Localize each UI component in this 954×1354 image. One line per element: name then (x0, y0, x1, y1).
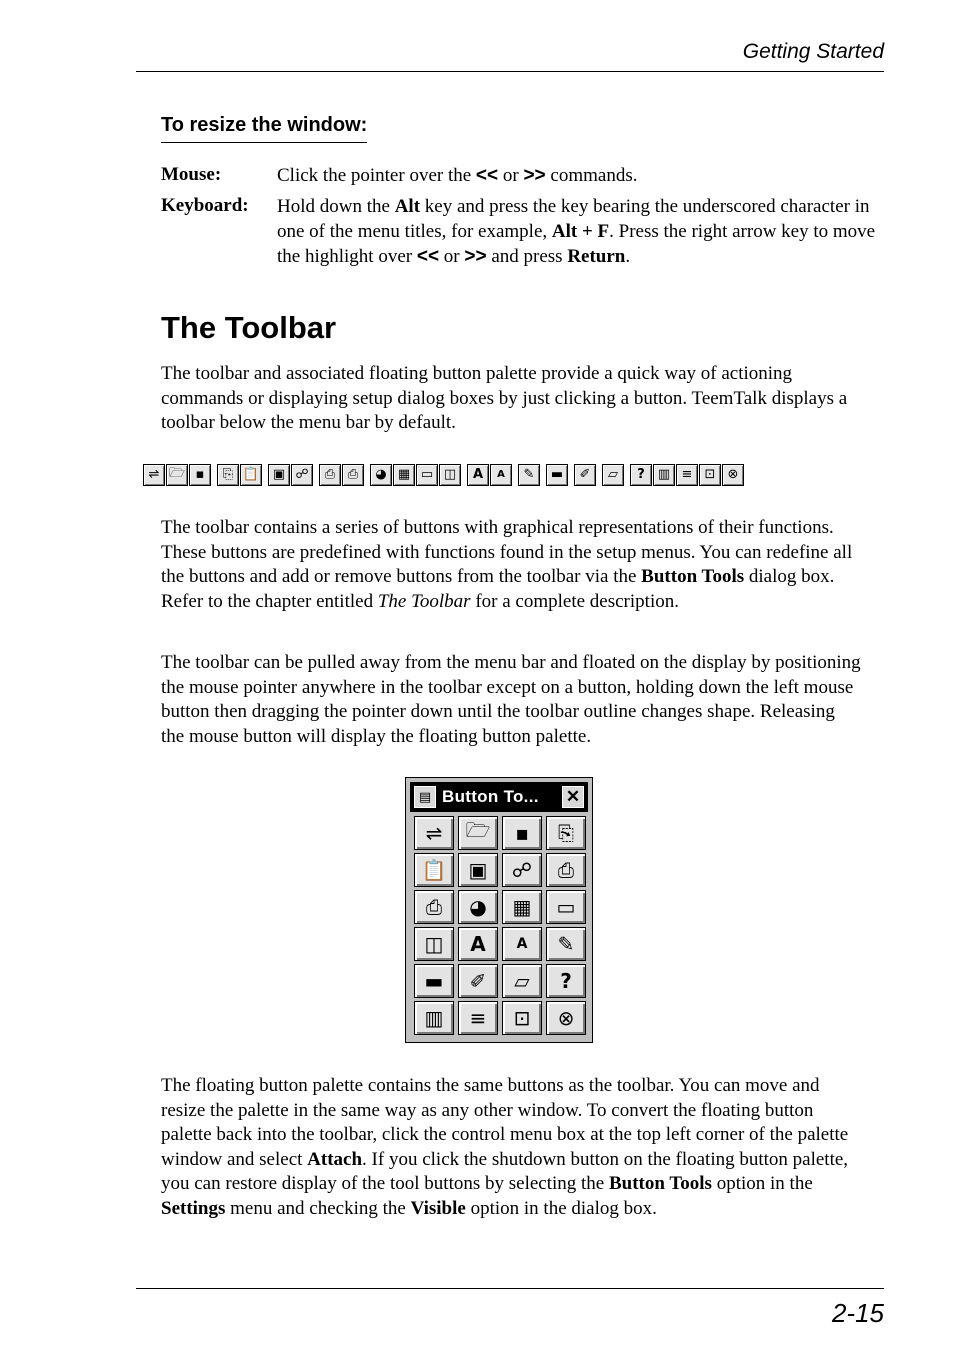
font-large-icon: A (467, 464, 489, 486)
palette-title-bar (410, 782, 588, 812)
palette-icon: ◕ (370, 464, 392, 486)
keyboard-label: Keyboard: (161, 195, 249, 216)
help-icon: ? (630, 464, 652, 486)
footer-rule (136, 1288, 884, 1289)
network-icon: ☍ (291, 464, 313, 486)
mouse-icon: ◫ (439, 464, 461, 486)
mouse-icon[interactable]: ◫ (414, 927, 454, 961)
grid-icon[interactable]: ▦ (502, 890, 542, 924)
pen-icon[interactable]: ✐ (458, 964, 498, 998)
terminal-icon: ▣ (268, 464, 290, 486)
button-palette-window (405, 777, 593, 1043)
paste-icon: 📋 (240, 464, 262, 486)
open-icon[interactable]: 🗁 (458, 816, 498, 850)
copy-icon[interactable]: ⎘ (546, 816, 586, 850)
network-icon[interactable]: ☍ (502, 853, 542, 887)
palette-icon[interactable]: ◕ (458, 890, 498, 924)
floating-paragraph: The toolbar can be pulled away from the menu bar and floated on the display by positioning the mouse pointer anywhere in the toolbar except on a button, holding down the left mouse button then dragging the pointer down until the toolbar outline changes shape. Releasing the mouse button will display the floating button palette. (161, 652, 861, 747)
edit-lines-icon[interactable]: ≡ (458, 1001, 498, 1035)
folder-icon: ▬ (546, 464, 568, 486)
close-icon[interactable]: ✕ (562, 786, 584, 808)
palette-paragraph: The floating button palette contains the same buttons as the toolbar. You can move and resize the palette in the same way as any other window. To convert the floating button palette back into the toolbar, click the control menu box at the top left corner of the palette window and select Attach. If you click the shutdown button on the floating button palette, you can restore display of the tool buttons by selecting the Button Tools option in the Settings menu and checking the Visible option in the dialog box. (161, 1075, 849, 1219)
terminal-icon[interactable]: ▣ (458, 853, 498, 887)
keyboard-description: Hold down the Alt key and press the key bearing the underscored character in one of the menu titles, for example, Alt + F. Press the right arrow key to move the highlight over << or >> and press Return. (277, 196, 876, 267)
chart-icon[interactable]: ▥ (414, 1001, 454, 1035)
print-setup-icon: ⎙ (319, 464, 341, 486)
folder-icon[interactable]: ▬ (414, 964, 454, 998)
chapter-title: The Toolbar (161, 310, 337, 345)
scan-icon[interactable]: ⊡ (502, 1001, 542, 1035)
copy-icon: ⎘ (217, 464, 239, 486)
open-icon: 🗁 (166, 464, 188, 486)
toolbar-paragraph: The toolbar contains a series of buttons with graphical representations of their functions. These buttons are predefined with functions found in the setup menus. You can redefine all the buttons and add or remove buttons from the toolbar via the Button Tools dialog box. Refer to the chapter entitled The Toolbar for a complete description. (161, 517, 853, 612)
section-heading: To resize the window: (161, 114, 367, 143)
font-small-icon[interactable]: A (502, 927, 542, 961)
edit-lines-icon: ≡ (676, 464, 698, 486)
connect-icon: ⇌ (143, 464, 165, 486)
palette-button-grid (414, 816, 586, 1035)
zoom-icon[interactable]: ⊗ (546, 1001, 586, 1035)
running-header: Getting Started (742, 40, 884, 63)
help-icon[interactable]: ? (546, 964, 586, 998)
mouse-description: Click the pointer over the << or >> commands. (277, 165, 638, 186)
eraser-icon: ▱ (602, 464, 624, 486)
save-icon[interactable]: ▪ (502, 816, 542, 850)
chart-icon: ▥ (653, 464, 675, 486)
mouse-label: Mouse: (161, 164, 222, 185)
font-large-icon[interactable]: A (458, 927, 498, 961)
control-menu-icon[interactable]: ▤ (414, 786, 436, 808)
eraser-icon[interactable]: ▱ (502, 964, 542, 998)
print-setup-icon[interactable]: ⎙ (546, 853, 586, 887)
palette-title: Button To... (442, 787, 539, 806)
save-icon: ▪ (189, 464, 211, 486)
grid-icon: ▦ (393, 464, 415, 486)
window-icon: ▭ (416, 464, 438, 486)
font-small-icon: A (490, 464, 512, 486)
draw-icon: ✎ (518, 464, 540, 486)
page-number: 2-15 (831, 1298, 884, 1328)
connect-icon[interactable]: ⇌ (414, 816, 454, 850)
print-icon[interactable]: ⎙ (414, 890, 454, 924)
header-rule (136, 71, 884, 72)
scan-icon: ⊡ (699, 464, 721, 486)
pen-icon: ✐ (574, 464, 596, 486)
intro-paragraph: The toolbar and associated floating button palette provide a quick way of actioning commands or displaying setup dialog boxes by just clicking a button. TeemTalk displays a toolbar below the menu bar by default. (161, 363, 848, 434)
zoom-icon: ⊗ (722, 464, 744, 486)
paste-icon[interactable]: 📋 (414, 853, 454, 887)
draw-icon[interactable]: ✎ (546, 927, 586, 961)
toolbar-illustration (143, 461, 855, 488)
print-icon: ⎙ (342, 464, 364, 486)
window-icon[interactable]: ▭ (546, 890, 586, 924)
